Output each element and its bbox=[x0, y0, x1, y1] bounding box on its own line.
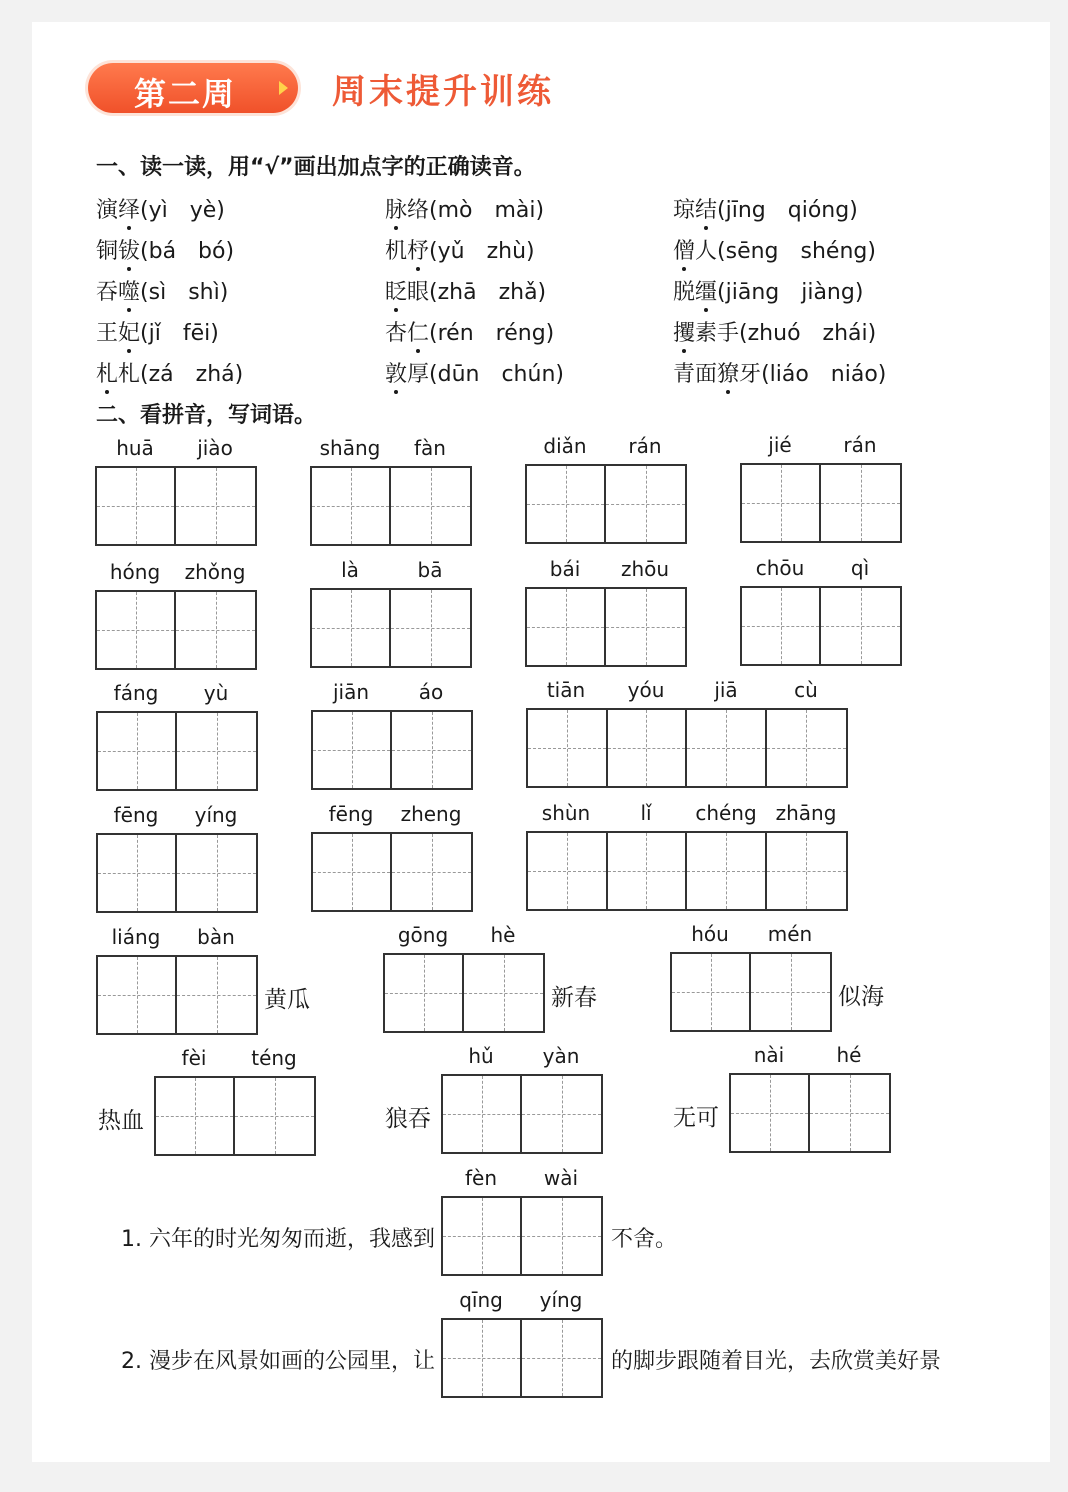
grid-prefix-text: 狼吞 bbox=[385, 1106, 431, 1132]
writing-cell[interactable] bbox=[522, 1320, 601, 1396]
word-char: 杼 bbox=[407, 234, 429, 265]
pinyin-options: (zá zhá) bbox=[140, 362, 244, 387]
word-char: 结 bbox=[695, 193, 717, 224]
week-banner bbox=[88, 63, 298, 113]
pinyin-options: (yì yè) bbox=[140, 198, 225, 223]
pinyin-label: tiān bbox=[546, 678, 586, 702]
sentence-before: 2. 漫步在风景如画的公园里，让 bbox=[121, 1349, 435, 1374]
pinyin-label: qì bbox=[850, 556, 870, 580]
pinyin-label: liáng bbox=[111, 925, 161, 949]
writing-cell[interactable] bbox=[464, 955, 543, 1031]
writing-cell[interactable] bbox=[98, 713, 177, 789]
word-char: 敦 bbox=[385, 357, 407, 388]
word-grid[interactable] bbox=[95, 590, 257, 670]
writing-cell[interactable] bbox=[392, 834, 471, 910]
word-grid[interactable] bbox=[526, 708, 848, 788]
pinyin-options: (sì shì) bbox=[140, 280, 229, 305]
writing-cell[interactable] bbox=[687, 833, 767, 909]
word-char: 王 bbox=[96, 321, 119, 346]
writing-cell[interactable] bbox=[312, 590, 391, 666]
reading-item bbox=[673, 357, 886, 388]
pinyin-label: chōu bbox=[755, 556, 805, 580]
pinyin-label: shùn bbox=[541, 801, 591, 825]
reading-item bbox=[385, 234, 535, 265]
pinyin-label: zhǒng bbox=[184, 560, 246, 584]
word-grid[interactable] bbox=[740, 586, 902, 666]
pinyin-options: (jǐ fēi) bbox=[140, 321, 219, 346]
word-char: 牙 bbox=[739, 362, 762, 387]
pinyin-options: (yǔ zhù) bbox=[429, 239, 535, 264]
pinyin-label: nài bbox=[753, 1043, 785, 1067]
writing-cell[interactable] bbox=[821, 465, 900, 541]
writing-cell[interactable] bbox=[527, 589, 606, 665]
pinyin-options: (jiāng jiàng) bbox=[717, 280, 864, 305]
pinyin-label: jiān bbox=[332, 680, 370, 704]
word-grid[interactable] bbox=[311, 832, 473, 912]
word-grid[interactable] bbox=[96, 711, 258, 791]
word-grid[interactable] bbox=[310, 588, 472, 668]
reading-item bbox=[673, 234, 876, 265]
word-char: 僧 bbox=[673, 234, 695, 265]
word-char: 眼 bbox=[407, 280, 430, 305]
writing-cell[interactable] bbox=[821, 588, 900, 664]
reading-item bbox=[96, 316, 219, 347]
pinyin-label: fèi bbox=[181, 1046, 207, 1070]
pinyin-label: qīng bbox=[459, 1288, 503, 1312]
writing-cell[interactable] bbox=[177, 713, 256, 789]
reading-item bbox=[385, 357, 564, 388]
writing-cell[interactable] bbox=[528, 833, 608, 909]
pinyin-label: yóu bbox=[627, 678, 665, 702]
word-char: 演 bbox=[96, 198, 119, 223]
writing-cell[interactable] bbox=[97, 592, 176, 668]
word-grid[interactable] bbox=[96, 955, 258, 1035]
grid-prefix-text: 无可 bbox=[673, 1105, 719, 1131]
pinyin-label: yàn bbox=[542, 1044, 580, 1068]
section2-heading: 二、看拼音，写词语。 bbox=[96, 403, 317, 428]
reading-item bbox=[96, 234, 234, 265]
pinyin-label: zheng bbox=[400, 802, 462, 826]
pinyin-label: jiā bbox=[714, 678, 738, 702]
pinyin-options: (dūn chún) bbox=[429, 362, 564, 387]
writing-cell[interactable] bbox=[177, 957, 256, 1033]
pinyin-label: là bbox=[341, 558, 359, 582]
pinyin-label: bái bbox=[549, 557, 581, 581]
writing-cell[interactable] bbox=[731, 1075, 810, 1151]
pinyin-options: (rén réng) bbox=[429, 321, 555, 346]
writing-cell[interactable] bbox=[97, 468, 176, 544]
writing-cell[interactable] bbox=[608, 710, 688, 786]
sentence-after: 的脚步跟随着目光，去欣赏美好景 bbox=[611, 1349, 942, 1374]
page-title: 周末提升训练 bbox=[332, 72, 554, 112]
sentence-after: 不舍。 bbox=[611, 1227, 678, 1252]
word-grid[interactable] bbox=[383, 953, 545, 1033]
writing-cell[interactable] bbox=[98, 835, 177, 911]
word-char: 仁 bbox=[407, 316, 429, 347]
pinyin-label: gōng bbox=[397, 923, 449, 947]
word-char: 攫 bbox=[673, 316, 695, 347]
word-grid[interactable] bbox=[525, 587, 687, 667]
reading-item bbox=[673, 275, 863, 306]
word-char: 手 bbox=[717, 321, 740, 346]
pinyin-options: (zhā zhǎ) bbox=[429, 280, 547, 305]
pinyin-label: jié bbox=[768, 433, 792, 457]
pinyin-label: hé bbox=[836, 1043, 862, 1067]
pinyin-label: fáng bbox=[113, 681, 159, 705]
pinyin-label: zhōu bbox=[620, 557, 670, 581]
word-char: 机 bbox=[385, 239, 408, 264]
word-char: 獠 bbox=[717, 357, 739, 388]
pinyin-label: bàn bbox=[197, 925, 235, 949]
writing-cell[interactable] bbox=[810, 1075, 889, 1151]
writing-cell[interactable] bbox=[391, 468, 470, 544]
word-char: 噬 bbox=[118, 275, 140, 306]
pinyin-label: téng bbox=[251, 1046, 297, 1070]
word-grid[interactable] bbox=[740, 463, 902, 543]
word-char: 吞 bbox=[96, 280, 119, 305]
writing-cell[interactable] bbox=[176, 468, 255, 544]
word-grid[interactable] bbox=[311, 710, 473, 790]
word-char: 眨 bbox=[385, 275, 407, 306]
reading-item bbox=[673, 316, 876, 347]
writing-cell[interactable] bbox=[522, 1076, 601, 1152]
word-char: 琼 bbox=[673, 198, 696, 223]
word-grid[interactable] bbox=[95, 466, 257, 546]
reading-item bbox=[96, 357, 243, 388]
writing-cell[interactable] bbox=[687, 710, 767, 786]
word-char: 札 bbox=[96, 357, 118, 388]
writing-cell[interactable] bbox=[742, 465, 821, 541]
pinyin-options: (liáo niáo) bbox=[761, 362, 887, 387]
writing-cell[interactable] bbox=[235, 1078, 314, 1154]
word-char: 面 bbox=[695, 362, 718, 387]
pinyin-label: mén bbox=[767, 922, 813, 946]
pinyin-options: (bá bó) bbox=[140, 239, 235, 264]
pinyin-label: yù bbox=[203, 681, 229, 705]
grid-suffix-text: 似海 bbox=[838, 984, 884, 1010]
word-char: 杏 bbox=[385, 321, 408, 346]
word-char: 札 bbox=[118, 362, 141, 387]
pinyin-label: jiào bbox=[197, 436, 233, 460]
pinyin-label: bā bbox=[417, 558, 443, 582]
writing-cell[interactable] bbox=[767, 833, 846, 909]
pinyin-options: (zhuó zhái) bbox=[739, 321, 877, 346]
word-char: 铜 bbox=[96, 239, 119, 264]
pinyin-label: hǔ bbox=[468, 1044, 494, 1068]
writing-cell[interactable] bbox=[443, 1076, 522, 1152]
writing-cell[interactable] bbox=[176, 592, 255, 668]
writing-cell[interactable] bbox=[751, 954, 830, 1030]
word-grid[interactable] bbox=[525, 464, 687, 544]
word-char: 青 bbox=[673, 362, 696, 387]
writing-cell[interactable] bbox=[392, 712, 471, 788]
writing-cell[interactable] bbox=[313, 712, 392, 788]
word-char: 素 bbox=[695, 321, 718, 346]
reading-item bbox=[385, 316, 554, 347]
word-grid[interactable] bbox=[670, 952, 832, 1032]
grid-suffix-text: 新春 bbox=[551, 985, 597, 1011]
pinyin-label: hóu bbox=[691, 922, 729, 946]
writing-cell[interactable] bbox=[606, 589, 685, 665]
word-char: 妃 bbox=[118, 316, 140, 347]
word-char: 脉 bbox=[385, 193, 407, 224]
word-grid[interactable] bbox=[310, 466, 472, 546]
section1-heading: 一、读一读，用“√”画出加点字的正确读音。 bbox=[96, 155, 536, 180]
word-char: 绎 bbox=[118, 193, 140, 224]
pinyin-label: fèn bbox=[464, 1166, 498, 1190]
writing-cell[interactable] bbox=[312, 468, 391, 544]
pinyin-label: yíng bbox=[539, 1288, 583, 1312]
word-grid[interactable] bbox=[526, 831, 848, 911]
pinyin-label: fàn bbox=[414, 436, 446, 460]
reading-item bbox=[673, 193, 858, 224]
pinyin-label: wài bbox=[543, 1166, 579, 1190]
writing-cell[interactable] bbox=[391, 590, 470, 666]
pinyin-options: (jīng qióng) bbox=[717, 198, 858, 223]
word-char: 缰 bbox=[695, 275, 717, 306]
week-label: 第二周 bbox=[134, 75, 237, 113]
sentence-grid[interactable] bbox=[441, 1318, 603, 1398]
pinyin-label: cù bbox=[794, 678, 818, 702]
writing-cell[interactable] bbox=[767, 710, 846, 786]
grid-suffix-text: 黄瓜 bbox=[264, 987, 310, 1013]
writing-cell[interactable] bbox=[742, 588, 821, 664]
word-char: 钹 bbox=[118, 234, 140, 265]
word-grid[interactable] bbox=[96, 833, 258, 913]
pinyin-label: yíng bbox=[194, 803, 238, 827]
writing-cell[interactable] bbox=[528, 710, 608, 786]
pinyin-label: chéng bbox=[695, 801, 757, 825]
word-char: 脱 bbox=[673, 280, 696, 305]
word-grid[interactable] bbox=[729, 1073, 891, 1153]
reading-item bbox=[96, 193, 225, 224]
writing-cell[interactable] bbox=[156, 1078, 235, 1154]
pinyin-options: (sēng shéng) bbox=[717, 239, 876, 264]
pinyin-label: diǎn bbox=[543, 434, 587, 458]
sentence-grid[interactable] bbox=[441, 1196, 603, 1276]
pinyin-label: áo bbox=[418, 680, 444, 704]
word-grid[interactable] bbox=[441, 1074, 603, 1154]
pinyin-label: lǐ bbox=[640, 801, 652, 825]
writing-cell[interactable] bbox=[527, 466, 606, 542]
writing-cell[interactable] bbox=[443, 1198, 522, 1274]
writing-cell[interactable] bbox=[98, 957, 177, 1033]
writing-cell[interactable] bbox=[443, 1320, 522, 1396]
reading-item bbox=[96, 275, 228, 306]
pinyin-label: hóng bbox=[109, 560, 161, 584]
pinyin-label: shāng bbox=[319, 436, 381, 460]
writing-cell[interactable] bbox=[177, 835, 256, 911]
sentence-before: 1. 六年的时光匆匆而逝，我感到 bbox=[121, 1227, 435, 1252]
writing-cell[interactable] bbox=[672, 954, 751, 1030]
pinyin-label: rán bbox=[843, 433, 877, 457]
reading-item bbox=[385, 193, 544, 224]
pinyin-label: fēng bbox=[113, 803, 159, 827]
reading-item bbox=[385, 275, 546, 306]
word-char: 人 bbox=[695, 239, 718, 264]
grid-prefix-text: 热血 bbox=[98, 1108, 144, 1134]
pinyin-label: hè bbox=[490, 923, 516, 947]
triangle-arrow-icon bbox=[279, 81, 288, 95]
pinyin-label: fēng bbox=[328, 802, 374, 826]
word-char: 络 bbox=[407, 198, 430, 223]
writing-cell[interactable] bbox=[608, 833, 688, 909]
writing-cell[interactable] bbox=[522, 1198, 601, 1274]
writing-cell[interactable] bbox=[313, 834, 392, 910]
pinyin-label: rán bbox=[628, 434, 662, 458]
writing-cell[interactable] bbox=[385, 955, 464, 1031]
word-grid[interactable] bbox=[154, 1076, 316, 1156]
pinyin-label: zhāng bbox=[775, 801, 837, 825]
writing-cell[interactable] bbox=[606, 466, 685, 542]
pinyin-options: (mò mài) bbox=[429, 198, 545, 223]
pinyin-label: huā bbox=[116, 436, 154, 460]
word-char: 厚 bbox=[407, 362, 430, 387]
